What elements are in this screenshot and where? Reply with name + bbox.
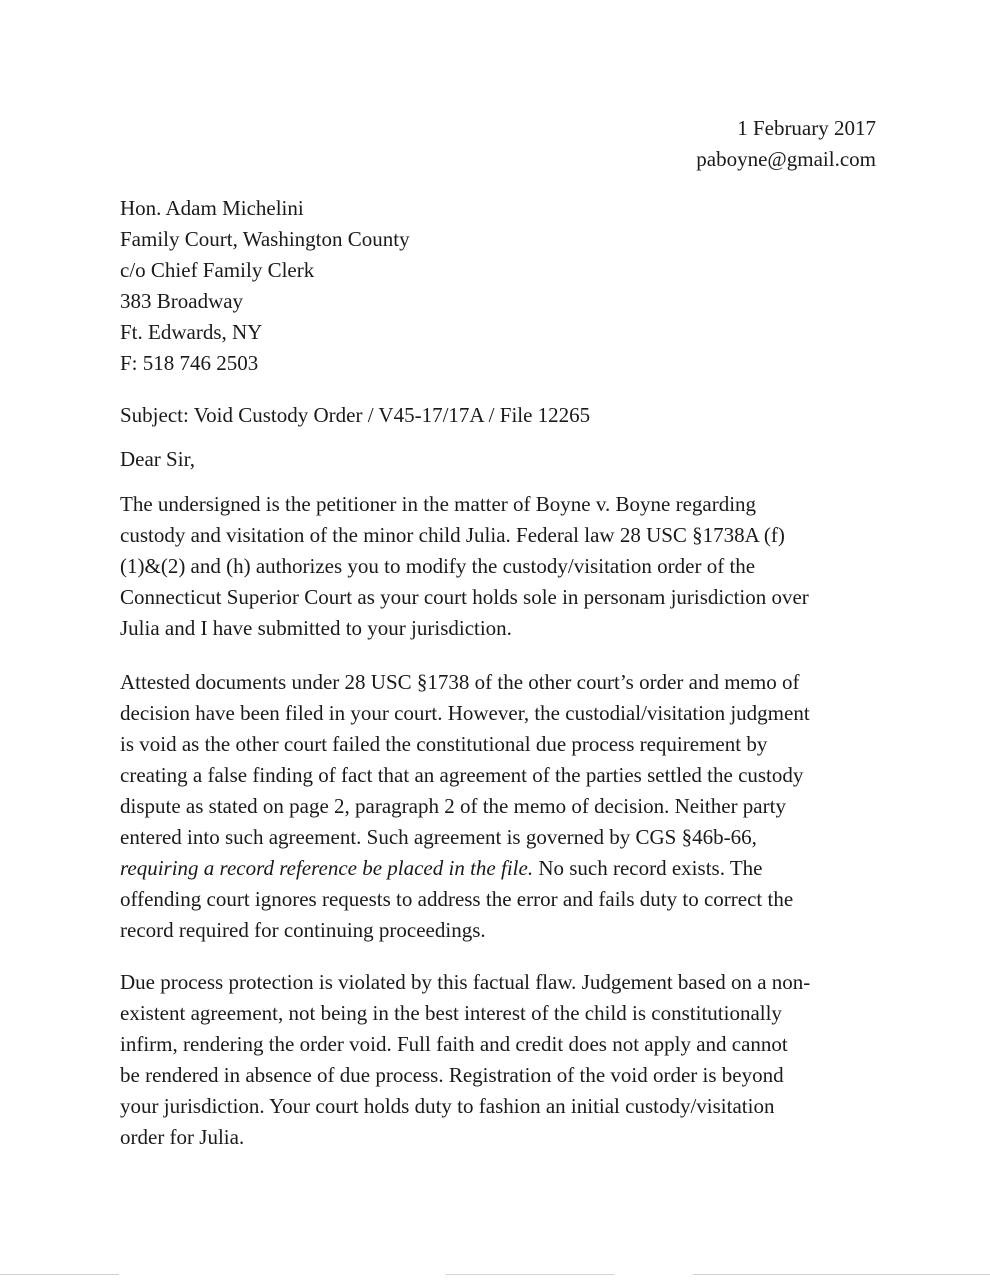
paragraph-line: infirm, rendering the order void. Full faith and credit does not apply and cannot — [120, 1032, 788, 1056]
paragraph-1 — [120, 489, 880, 644]
sender-email: paboyne@gmail.com — [696, 147, 876, 171]
paragraph-line: offending court ignores requests to address the error and fails duty to correct the — [120, 887, 794, 911]
paragraph-line: is void as the other court failed the constitutional due process requirement by — [120, 732, 768, 756]
addressee-court: Family Court, Washington County — [120, 227, 410, 251]
paragraph-line: Julia and I have submitted to your jurisdiction. — [120, 616, 512, 640]
paragraph-2 — [120, 667, 880, 946]
paragraph-line-mixed — [120, 853, 880, 884]
addressee-city: Ft. Edwards, NY — [120, 320, 263, 344]
paragraph-line: record required for continuing proceedings. — [120, 918, 486, 942]
regular-text: No such record exists. The — [533, 856, 763, 880]
paragraph-line: existent agreement, not being in the best interest of the child is constitutionally — [120, 1001, 782, 1025]
addressee-name: Hon. Adam Michelini — [120, 196, 304, 220]
addressee-care-of: c/o Chief Family Clerk — [120, 258, 315, 282]
scan-edge-line — [0, 1274, 990, 1275]
paragraph-line: Attested documents under 28 USC §1738 of the other court’s order and memo of — [120, 670, 800, 694]
addressee-fax: F: 518 746 2503 — [120, 351, 259, 375]
addressee-street: 383 Broadway — [120, 289, 244, 313]
subject-line: Subject: Void Custody Order / V45-17/17A / File 12265 — [120, 403, 591, 427]
letter-header — [696, 113, 876, 175]
paragraph-line: Connecticut Superior Court as your court holds sole in personam jurisdiction over — [120, 585, 809, 609]
paragraph-line: (1)&(2) and (h) authorizes you to modify the custody/visitation order of the — [120, 554, 756, 578]
paragraph-line: decision have been filed in your court. However, the custodial/visitation judgment — [120, 701, 810, 725]
paragraph-line: The undersigned is the petitioner in the matter of Boyne v. Boyne regarding — [120, 492, 757, 516]
paragraph-line: creating a false finding of fact that an agreement of the parties settled the custody — [120, 763, 804, 787]
letter-date: 1 February 2017 — [737, 116, 876, 140]
paragraph-line: your jurisdiction. Your court holds duty to fashion an initial custody/visitation — [120, 1094, 775, 1118]
italic-text: requiring a record reference be placed in the file. — [120, 856, 534, 880]
paragraph-line: Due process protection is violated by this factual flaw. Judgement based on a non- — [120, 970, 811, 994]
paragraph-line: be rendered in absence of due process. Registration of the void order is beyond — [120, 1063, 784, 1087]
paragraph-3 — [120, 967, 880, 1153]
paragraph-line: order for Julia. — [120, 1125, 245, 1149]
paragraph-line: custody and visitation of the minor child Julia. Federal law 28 USC §1738A (f) — [120, 523, 785, 547]
paragraph-line: dispute as stated on page 2, paragraph 2 of the memo of decision. Neither party — [120, 794, 786, 818]
salutation: Dear Sir, — [120, 447, 195, 471]
paragraph-line: entered into such agreement. Such agreement is governed by CGS §46b-66, — [120, 825, 757, 849]
addressee-block — [120, 193, 410, 379]
